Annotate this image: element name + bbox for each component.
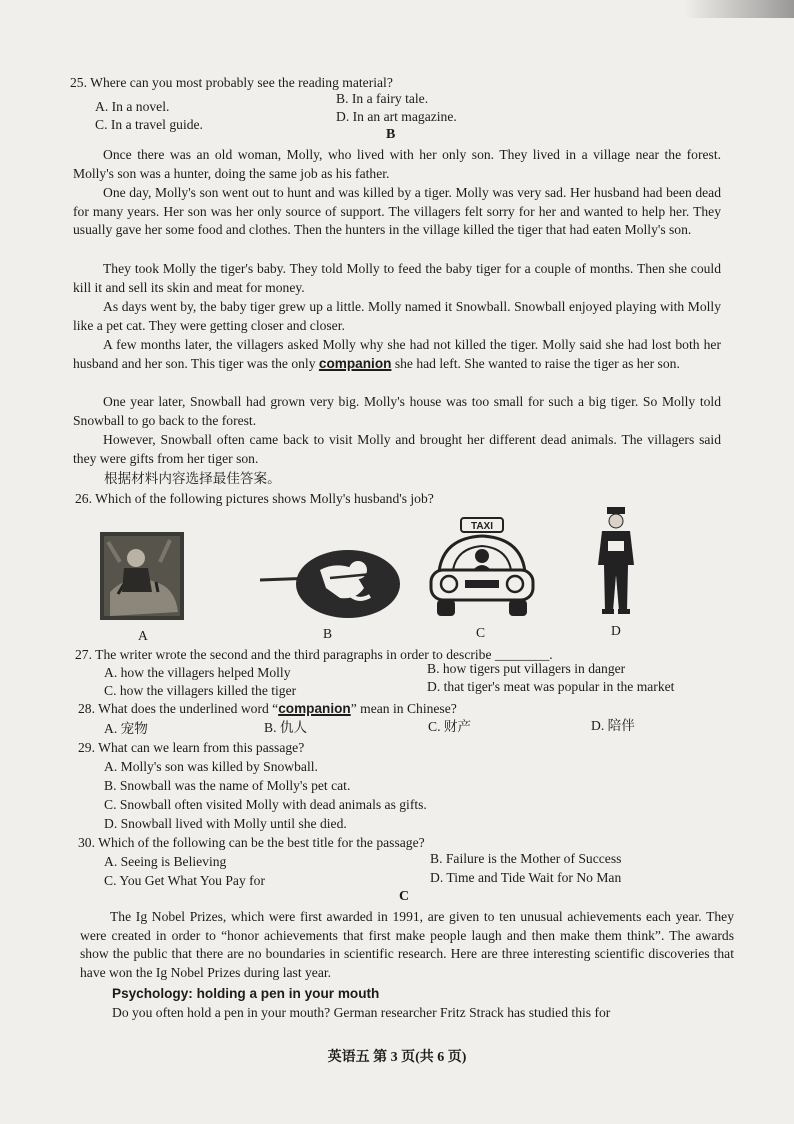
- q25-option-d: D. In an art magazine.: [336, 109, 457, 124]
- q29-option-b: B. Snowball was the name of Molly's pet cat.: [104, 778, 351, 793]
- picture-c-taxi: [427, 516, 537, 620]
- instruction: 根据材料内容选择最佳答案。: [104, 471, 281, 486]
- passage-c-p1: The Ig Nobel Prizes, which were first awarded in 1991, are given to ten unusual achievements each year. They were created in order to “honor achievements that first make people laugh and then make them think”. The awards show the public that there are no boundaries in scientific research. Here are three interesting scientific discoveries that have won the Ig Nobel Prizes during last year.: [80, 909, 734, 980]
- page-footer: 英语五 第 3 页(共 6 页): [327, 1050, 467, 1065]
- q27-option-b: B. how tigers put villagers in danger: [427, 661, 626, 676]
- q28-stem-end: ” mean in Chinese?: [350, 701, 457, 716]
- passage-b-p4: As days went by, the baby tiger grew up a little. Molly named it Snowball. Snowball enjoyed playing with Molly like a pet cat. They were getting closer and closer.: [73, 299, 721, 333]
- taxi-sign-text: TAXI: [470, 521, 494, 532]
- q30-option-d: D. Time and Tide Wait for No Man: [430, 870, 622, 885]
- q28-stem-start: 28. What does the underlined word “: [78, 701, 279, 716]
- picture-label-d: D: [611, 623, 621, 638]
- picture-d-police-officer: [594, 505, 638, 617]
- passage-c-heading: C: [399, 889, 410, 904]
- passage-c-subheading: Psychology: holding a pen in your mouth: [112, 986, 380, 1001]
- picture-a-tiger-hunter: [100, 532, 184, 620]
- passage-b-p3: They took Molly the tiger's baby. They told Molly to feed the baby tiger for a couple of months. Then she could kill it and sell its skin and meat for money.: [73, 261, 721, 295]
- q28-underlined-word: companion: [278, 701, 351, 716]
- q30-stem: 30. Which of the following can be the best title for the passage?: [78, 835, 425, 850]
- q28-option-a: A. 宠物: [104, 721, 148, 736]
- passage-b-p2: One day, Molly's son went out to hunt and was killed by a tiger. Molly was very sad. Her husband had been dead for many years. Her son was her only source of support. The villagers felt sorry for her and wanted to help her. They usually gave her some food and clothes. Then the hunters in the village killed the tiger that had eaten Molly's son.: [73, 185, 721, 237]
- picture-label-b: B: [323, 626, 333, 641]
- q27-option-c: C. how the villagers killed the tiger: [104, 683, 297, 698]
- passage-b-p5-start: A few months later, the villagers asked Molly why she had not killed the tiger. Molly said she had lost both her husband and her son. This tiger was the only: [73, 337, 721, 371]
- q25-option-a: A. In a novel.: [95, 99, 170, 114]
- q29-option-d: D. Snowball lived with Molly until she died.: [104, 816, 347, 831]
- passage-b-p5-end: she had left. She wanted to raise the tiger as her son.: [391, 355, 680, 371]
- q25-option-c: C. In a travel guide.: [95, 117, 203, 132]
- q30-option-c: C. You Get What You Pay for: [104, 873, 266, 888]
- q28-option-c: C. 财产: [428, 719, 472, 734]
- q26-stem: 26. Which of the following pictures shows Molly's husband's job?: [75, 491, 434, 506]
- underlined-word: companion: [318, 355, 392, 371]
- picture-label-c: C: [476, 625, 486, 640]
- passage-b-p7: However, Snowball often came back to visit Molly and brought her different dead animals. The villagers said they were gifts from her tiger son.: [73, 432, 721, 466]
- passage-b-p6: One year later, Snowball had grown very big. Molly's house was too small for such a big tiger. So Molly told Snowball to go back to the forest.: [73, 394, 721, 428]
- q28-stem: [78, 700, 457, 718]
- q29-option-c: C. Snowball often visited Molly with dead animals as gifts.: [104, 797, 427, 812]
- passage-b-heading: B: [386, 127, 396, 142]
- q28-option-d: D. 陪伴: [591, 718, 635, 733]
- q27-option-d: D. that tiger's meat was popular in the market: [427, 679, 675, 694]
- q25-stem: 25. Where can you most probably see the reading material?: [70, 75, 393, 90]
- passage-c-p2: Do you often hold a pen in your mouth? German researcher Fritz Strack has studied this for: [112, 1005, 611, 1020]
- q28-option-b: B. 仇人: [264, 720, 308, 735]
- passage-b-p1: Once there was an old woman, Molly, who lived with her only son. They lived in a village near the forest. Molly's son was a hunter, doing the same job as his father.: [73, 147, 721, 181]
- picture-label-a: A: [138, 628, 148, 643]
- q30-option-b: B. Failure is the Mother of Success: [430, 851, 622, 866]
- q29-stem: 29. What can we learn from this passage?: [78, 740, 305, 755]
- passage-b-p5: [73, 336, 721, 373]
- q27-option-a: A. how the villagers helped Molly: [104, 665, 291, 680]
- scan-shadow: [684, 0, 794, 18]
- q29-option-a: A. Molly's son was killed by Snowball.: [104, 759, 318, 774]
- q30-option-a: A. Seeing is Believing: [104, 854, 227, 869]
- picture-b-hunter-with-gun: [260, 548, 400, 620]
- q25-option-b: B. In a fairy tale.: [336, 91, 429, 106]
- q27-stem: 27. The writer wrote the second and the third paragraphs in order to describe ________.: [75, 647, 553, 662]
